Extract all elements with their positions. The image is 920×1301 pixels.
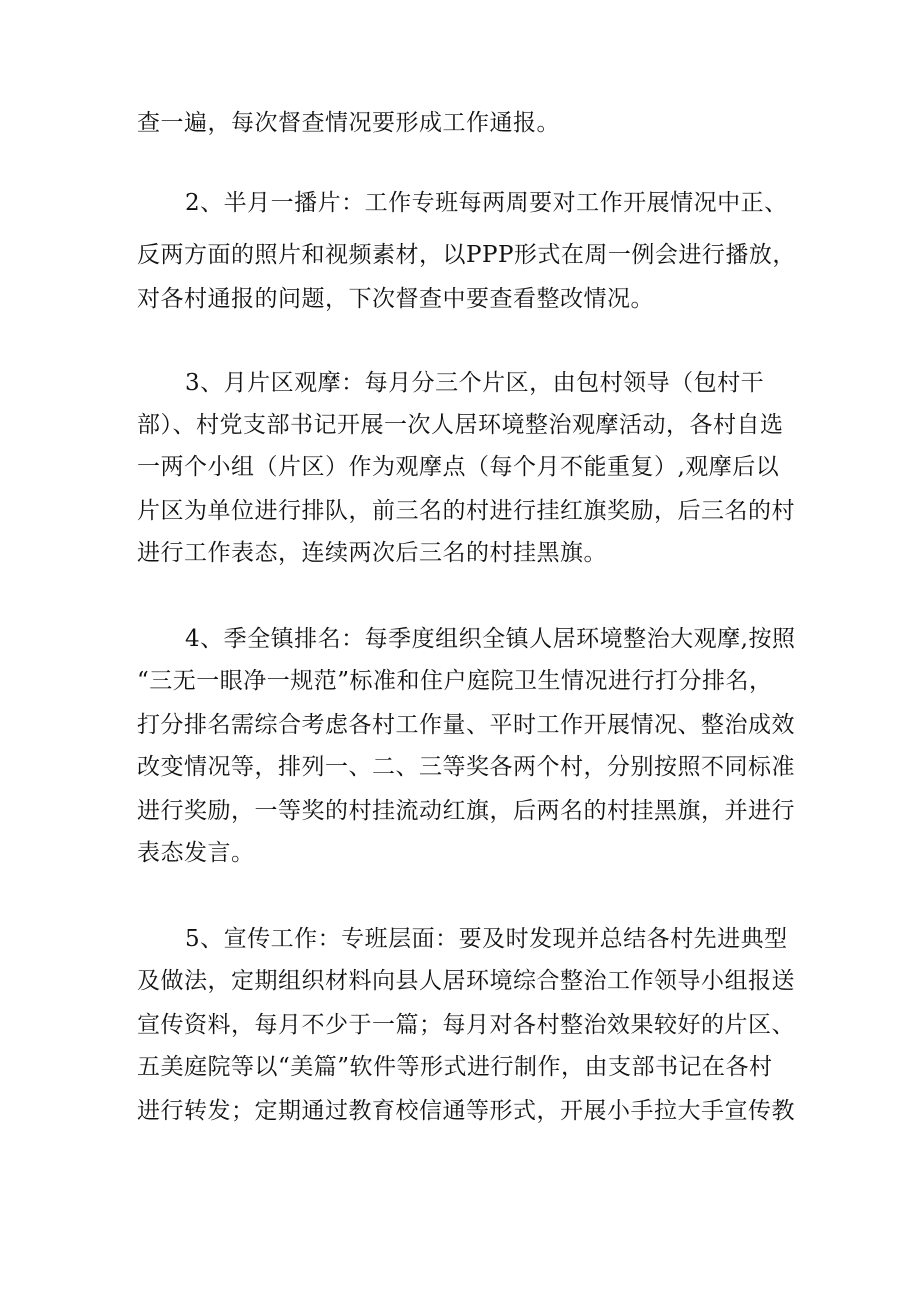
text-line: 进行转发；定期通过教育校信通等形式，开展小手拉大手宣传教 [137, 1098, 795, 1124]
text-line: “三无一眼净一规范”标准和住户庭院卫生情况进行打分排名， [137, 668, 773, 694]
text-line: 一两个小组（片区）作为观摩点（每个月不能重复）,观摩后以 [137, 454, 780, 480]
text-line: 进行奖励，一等奖的村挂流动红旗，后两名的村挂黑旗，并进行 [137, 798, 795, 824]
text-line: 部）、村党支部书记开展一次人居环境整治观摩活动，各村自选 [137, 412, 784, 438]
text-line: 及做法，定期组织材料向县人居环境综合整治工作领导小组报送 [137, 968, 795, 994]
text-line: 宣传资料，每月不少于一篇；每月对各村整治效果较好的片区、 [137, 1012, 795, 1038]
paragraph-5-first-line: 5、宣传工作：专班层面：要及时发现并总结各村先进典型 [185, 926, 788, 952]
paragraph-2-first-line: 2、半月一播片：工作专班每两周要对工作开展情况中正、 [185, 190, 788, 216]
text-line: 打分排名需综合考虑各村工作量、平时工作开展情况、整治成效 [137, 712, 795, 738]
text-line: 进行工作表态，连续两次后三名的村挂黑旗。 [137, 540, 607, 566]
paragraph-3-first-line: 3、月片区观摩：每月分三个片区，由包村领导（包村干 [185, 370, 765, 396]
text-line: 对各村通报的问题，下次督查中要查看整改情况。 [137, 286, 654, 312]
text-line: 表态发言。 [137, 840, 255, 866]
text-line: 改变情况等，排列一、二、三等奖各两个村，分别按照不同标准 [137, 754, 795, 780]
text-line: 反两方面的照片和视频素材，以PPP形式在周一例会进行播放， [137, 242, 796, 268]
text-line: 查一遍，每次督查情况要形成工作通报。 [137, 110, 560, 136]
text-line: 五美庭院等以“美篇”软件等形式进行制作，由支部书记在各村 [137, 1054, 773, 1080]
paragraph-4-first-line: 4、季全镇排名：每季度组织全镇人居环境整治大观摩,按照 [185, 626, 796, 652]
text-line: 片区为单位进行排队，前三名的村进行挂红旗奖励，后三名的村 [137, 498, 795, 524]
